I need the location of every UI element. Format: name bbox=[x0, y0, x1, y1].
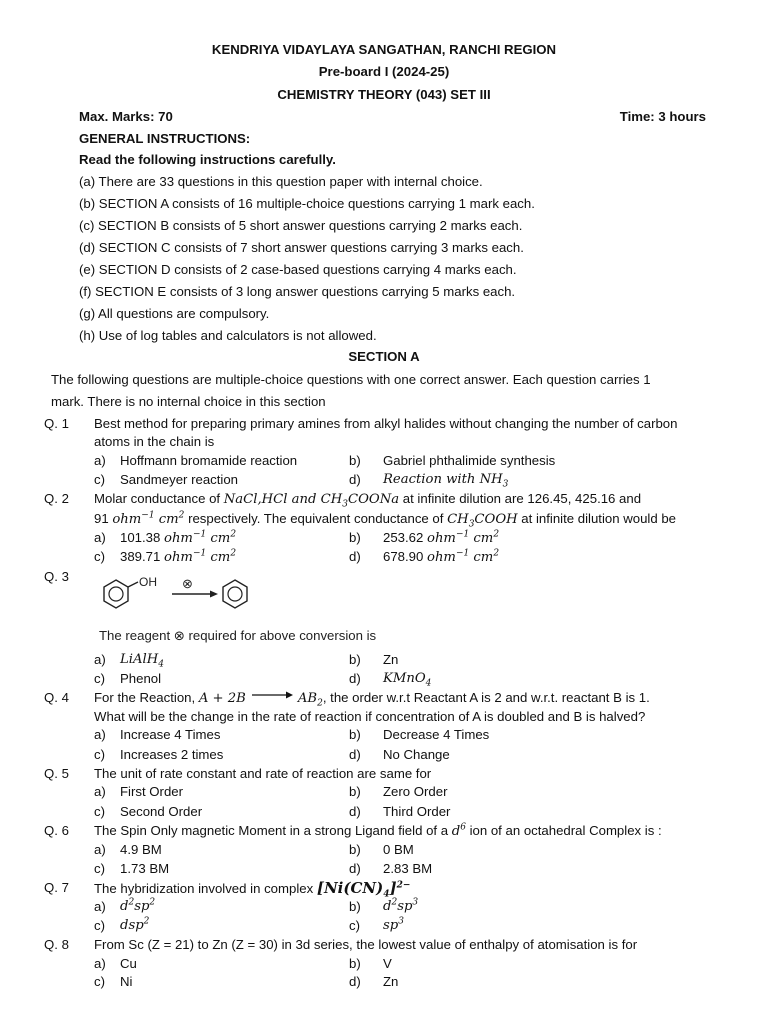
option-d: Third Order bbox=[383, 804, 451, 819]
option-d: $sp^3$ bbox=[383, 916, 404, 933]
question-text: The hybridization involved in complex $[Ni(CN)_4]^{2-}$ bbox=[94, 879, 411, 900]
reaction-scheme-diagram bbox=[94, 570, 264, 620]
option-label-a: a) bbox=[94, 453, 106, 468]
option-c: Increases 2 times bbox=[120, 747, 224, 762]
option-label-b: b) bbox=[349, 899, 361, 914]
reagent-symbol-icon: ⊗ bbox=[182, 576, 193, 591]
instruction-item: (d) SECTION C consists of 7 short answer questions carrying 3 marks each. bbox=[79, 240, 524, 255]
option-label-d: d) bbox=[349, 472, 361, 487]
option-label-c: c) bbox=[94, 671, 105, 686]
question-text: What will be the change in the rate of reaction if concentration of A is doubled and B is halved? bbox=[94, 709, 646, 724]
question-text: Best method for preparing primary amines from alkyl halides without changing the number of carbon bbox=[94, 416, 678, 431]
option-a: Cu bbox=[120, 956, 137, 971]
option-a: First Order bbox=[120, 784, 184, 799]
header-exam: Pre-board I (2024-25) bbox=[318, 64, 450, 79]
max-marks: Max. Marks: 70 bbox=[79, 109, 173, 124]
question-text: 91 ohm$^{-1}$ $cm^2$ respectively. The equivalent conductance of $CH_3COOH$ at infinite dilution would be bbox=[94, 510, 676, 530]
option-label-a: a) bbox=[94, 727, 106, 742]
option-label-b: b) bbox=[349, 784, 361, 799]
option-label-d: c) bbox=[349, 918, 360, 933]
question-text: The reagent ⊗ required for above conversion is bbox=[99, 628, 377, 643]
option-a: 4.9 BM bbox=[120, 842, 162, 857]
option-label-b: b) bbox=[349, 453, 361, 468]
option-label-a: a) bbox=[94, 652, 106, 667]
option-c: Phenol bbox=[120, 671, 162, 686]
option-d: KMnO$_4$ bbox=[383, 671, 432, 689]
option-label-c: c) bbox=[94, 472, 105, 487]
question-text: From Sc (Z = 21) to Zn (Z = 30) in 3d series, the lowest value of enthalpy of atomisation is for bbox=[94, 937, 638, 952]
option-label-a: a) bbox=[94, 842, 106, 857]
question-number: Q. 7 bbox=[44, 880, 69, 895]
instruction-item: (g) All questions are compulsory. bbox=[79, 306, 270, 321]
option-label-c: c) bbox=[94, 918, 105, 933]
question-text: The Spin Only magnetic Moment in a strong Ligand field of a $d^6$ ion of an octahedral Complex is : bbox=[94, 822, 662, 839]
option-d: No Change bbox=[383, 747, 450, 762]
option-label-a: a) bbox=[94, 956, 106, 971]
section-a-title: SECTION A bbox=[348, 349, 420, 364]
option-c: Second Order bbox=[120, 804, 203, 819]
option-label-c: c) bbox=[94, 861, 105, 876]
question-text: For the Reaction, A + 2B $AB_2$, the order w.r.t Reactant A is 2 and w.r.t. reactant B is 1. bbox=[94, 689, 650, 708]
option-label-a: a) bbox=[94, 784, 106, 799]
option-label-a: a) bbox=[94, 899, 106, 914]
option-c: 1.73 BM bbox=[120, 861, 170, 876]
question-number: Q. 3 bbox=[44, 569, 69, 584]
option-b: $d^2sp^3$ bbox=[383, 897, 419, 914]
option-c: Sandmeyer reaction bbox=[120, 472, 239, 487]
option-b: 0 BM bbox=[383, 842, 414, 857]
option-d: 2.83 BM bbox=[383, 861, 433, 876]
option-label-b: b) bbox=[349, 652, 361, 667]
option-d: Zn bbox=[383, 974, 399, 989]
section-a-intro: The following questions are multiple-choice questions with one correct answer. Each question carries 1 bbox=[51, 372, 651, 387]
benzene-ring-icon bbox=[223, 580, 247, 608]
option-a: Increase 4 Times bbox=[120, 727, 221, 742]
option-label-d: d) bbox=[349, 747, 361, 762]
question-number: Q. 6 bbox=[44, 823, 69, 838]
instruction-item: (f) SECTION E consists of 3 long answer questions carrying 5 marks each. bbox=[79, 284, 516, 299]
instructions-subheading: Read the following instructions carefully. bbox=[79, 152, 336, 167]
option-label-c: c) bbox=[94, 974, 105, 989]
option-c: dsp$^2$ bbox=[120, 916, 150, 933]
header-school: KENDRIYA VIDAYLAYA SANGATHAN, RANCHI REGION bbox=[211, 42, 557, 57]
option-label-c: c) bbox=[94, 549, 105, 564]
option-label-d: d) bbox=[349, 549, 361, 564]
option-label-d: d) bbox=[349, 974, 361, 989]
benzene-ring-icon bbox=[104, 580, 128, 608]
option-b: Zn bbox=[383, 652, 399, 667]
reaction-arrow-icon bbox=[250, 687, 294, 697]
option-label-b: b) bbox=[349, 530, 361, 545]
section-a-intro: mark. There is no internal choice in this section bbox=[51, 394, 326, 409]
option-b: Zero Order bbox=[383, 784, 448, 799]
time-allowed: Time: 3 hours bbox=[619, 109, 706, 124]
option-label-d: d) bbox=[349, 671, 361, 686]
question-number: Q. 8 bbox=[44, 937, 69, 952]
instructions-heading: GENERAL INSTRUCTIONS: bbox=[79, 131, 251, 146]
option-label-d: d) bbox=[349, 861, 361, 876]
option-label-b: b) bbox=[349, 727, 361, 742]
option-c: 389.71 ohm$^{-1}$ $cm^2$ bbox=[120, 548, 237, 565]
question-number: Q. 4 bbox=[44, 690, 69, 705]
option-label-b: b) bbox=[349, 842, 361, 857]
instruction-item: (e) SECTION D consists of 2 case-based questions carrying 4 marks each. bbox=[79, 262, 517, 277]
option-label-c: c) bbox=[94, 747, 105, 762]
option-a: $d^2sp^2$ bbox=[120, 897, 156, 914]
option-c: Ni bbox=[120, 974, 133, 989]
question-number: Q. 5 bbox=[44, 766, 69, 781]
question-text: atoms in the chain is bbox=[94, 434, 215, 449]
option-label-a: a) bbox=[94, 530, 106, 545]
instruction-item: (h) Use of log tables and calculators is not allowed. bbox=[79, 328, 377, 343]
option-d: 678.90 ohm$^{-1}$ $cm^2$ bbox=[383, 548, 500, 565]
option-label-b: b) bbox=[349, 956, 361, 971]
option-a: 101.38 ohm$^{-1}$ $cm^2$ bbox=[120, 529, 237, 546]
question-number: Q. 2 bbox=[44, 491, 69, 506]
option-b: 253.62 ohm$^{-1}$ $cm^2$ bbox=[383, 529, 500, 546]
instruction-item: (a) There are 33 questions in this question paper with internal choice. bbox=[79, 174, 483, 189]
option-label-c: c) bbox=[94, 804, 105, 819]
question-text: The unit of rate constant and rate of reaction are same for bbox=[94, 766, 432, 781]
option-b: Decrease 4 Times bbox=[383, 727, 490, 742]
question-number: Q. 1 bbox=[44, 416, 69, 431]
option-a: Hoffmann bromamide reaction bbox=[120, 453, 298, 468]
oh-label: OH bbox=[139, 575, 157, 589]
option-a: LiAlH$_4$ bbox=[120, 652, 164, 670]
header-subject: CHEMISTRY THEORY (043) SET III bbox=[277, 87, 491, 102]
option-b: Gabriel phthalimide synthesis bbox=[383, 453, 556, 468]
option-d: Reaction with $NH_3$ bbox=[383, 472, 509, 490]
option-b: V bbox=[383, 956, 392, 971]
instruction-item: (c) SECTION B consists of 5 short answer questions carrying 2 marks each. bbox=[79, 218, 523, 233]
option-label-d: d) bbox=[349, 804, 361, 819]
instruction-item: (b) SECTION A consists of 16 multiple-choice questions carrying 1 mark each. bbox=[79, 196, 535, 211]
question-text: Molar conductance of NaCl,HCl and $CH_3COONa$ at infinite dilution are 126.45, 425.16 and bbox=[94, 491, 642, 510]
